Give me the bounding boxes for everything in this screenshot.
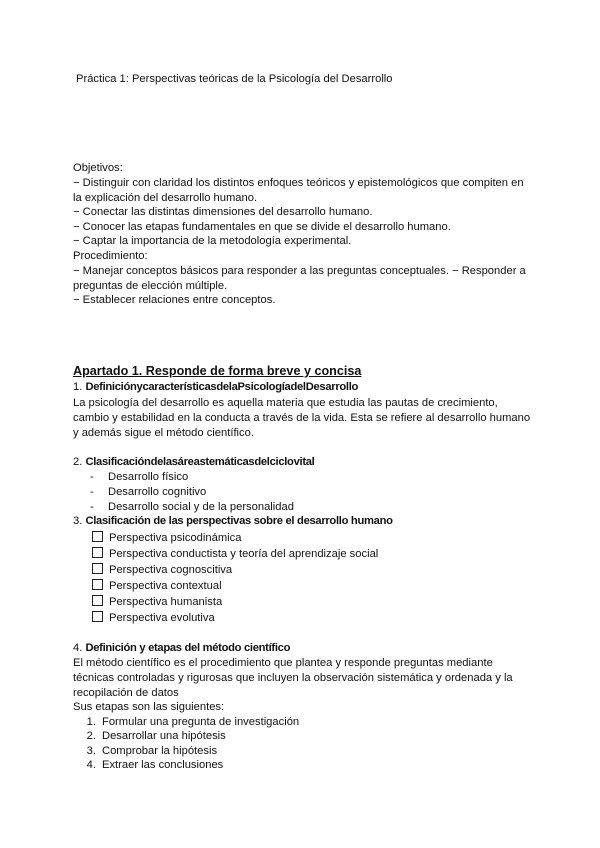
procedure-line: − Manejar conceptos básicos para responder a las preguntas conceptuales. − Responder a	[73, 265, 526, 277]
objectives-label: Objetivos:	[73, 162, 123, 174]
list-item: - Desarrollo social y de la personalidad	[90, 501, 294, 513]
objective-line: − Conectar las distintas dimensiones del desarrollo humano.	[73, 206, 373, 218]
answer-line: técnicas controladas y rigurosas que incluyen la observación sistemática y ordenada y la	[73, 672, 513, 684]
question-title: Clasificación de las perspectivas sobre el desarrollo humano	[85, 515, 393, 527]
procedure-line: preguntas de elección múltiple.	[73, 280, 228, 292]
checkbox-icon[interactable]	[92, 579, 103, 590]
steps-intro: Sus etapas son las siguientes:	[73, 701, 225, 713]
list-item: - Desarrollo físico	[90, 471, 189, 483]
question-title: Definición y etapas del método científico	[85, 642, 291, 654]
answer-line: y además sigue el método científico.	[73, 427, 254, 439]
checklist-item: Perspectiva evolutiva	[92, 611, 215, 625]
numbered-step: 2. Desarrollar una hipótesis	[86, 730, 226, 742]
checkbox-icon[interactable]	[92, 547, 103, 558]
objective-line: − Distinguir con claridad los distintos enfoques teóricos y epistemológicos que compiten en	[73, 177, 524, 189]
objective-line: − Captar la importancia de la metodología experimental.	[73, 235, 352, 247]
question-4-title	[73, 641, 290, 655]
question-number: 1.	[73, 381, 83, 393]
checklist-item: Perspectiva conductista y teoría del aprendizaje social	[92, 547, 378, 561]
numbered-step: 4. Extraer las conclusiones	[86, 759, 224, 771]
list-item: - Desarrollo cognitivo	[90, 486, 207, 498]
question-number: 2.	[73, 456, 83, 468]
question-number: 3.	[73, 515, 83, 527]
checklist-item: Perspectiva psicodinámica	[92, 531, 241, 545]
checklist-item: Perspectiva contextual	[92, 579, 222, 593]
objective-line: la explicación del desarrollo humano.	[73, 192, 258, 204]
answer-line: El método científico es el procedimiento que plantea y responde preguntas mediante	[73, 657, 493, 669]
answer-line: cambio y estabilidad en la conducta a través de la vida. Esta se refiere al desarrollo humano	[73, 412, 531, 424]
numbered-step: 3. Comprobar la hipótesis	[86, 745, 218, 757]
answer-line: La psicología del desarrollo es aquella materia que estudia las pautas de crecimiento,	[73, 397, 498, 409]
numbered-step: 1. Formular una pregunta de investigación	[86, 716, 300, 728]
checkbox-icon[interactable]	[92, 531, 103, 542]
question-number: 4.	[73, 642, 83, 654]
document-title: Práctica 1: Perspectivas teóricas de la Psicología del Desarrollo	[76, 73, 393, 85]
checkbox-icon[interactable]	[92, 595, 103, 606]
checkbox-icon[interactable]	[92, 563, 103, 574]
question-1-title	[73, 380, 358, 394]
checklist-item: Perspectiva cognoscitiva	[92, 563, 232, 577]
section-heading: Apartado 1. Responde de forma breve y concisa	[73, 364, 362, 378]
question-title: Clasificacióndelasáreastemáticasdelciclovital	[85, 456, 315, 468]
checkbox-icon[interactable]	[92, 611, 103, 622]
procedure-label: Procedimiento:	[73, 250, 148, 262]
objective-line: − Conocer las etapas fundamentales en que se divide el desarrollo humano.	[73, 221, 451, 233]
checklist-item: Perspectiva humanista	[92, 595, 222, 609]
question-2-title	[73, 455, 314, 469]
question-title: DefiniciónycaracterísticasdelaPsicologíadelDesarrollo	[85, 381, 359, 393]
answer-line: recopilación de datos	[73, 687, 179, 699]
question-3-title	[73, 514, 393, 528]
procedure-line: − Establecer relaciones entre conceptos.	[73, 294, 276, 306]
